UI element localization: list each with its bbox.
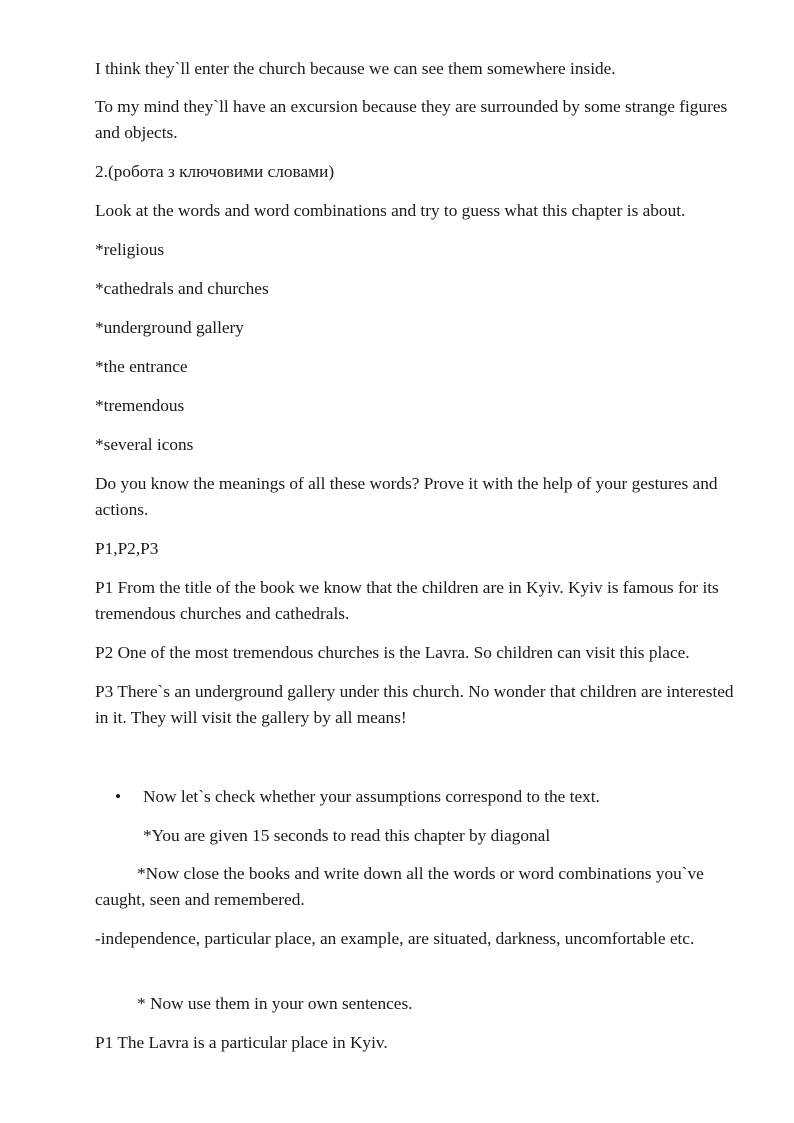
keyword-entrance: *the entrance: [95, 357, 188, 376]
paragraph-use-in-sentences: * Now use them in your own sentences.: [137, 994, 413, 1013]
keyword-religious: *religious: [95, 240, 165, 259]
bullet-text-check-assumptions: Now let`s check whether your assumptions correspond to the text.: [143, 787, 600, 806]
paragraph-p1-kyiv: P1 From the title of the book we know that the children are in Kyiv. Kyiv is famous for its tremendous churches and cathedrals.: [95, 578, 719, 623]
paragraph-lavra-example: P1 The Lavra is a particular place in Kyiv.: [95, 1033, 388, 1052]
keyword-several-icons: *several icons: [95, 435, 194, 454]
paragraph-read-diagonal: *You are given 15 seconds to read this chapter by diagonal: [143, 826, 551, 845]
paragraph-p2-lavra: P2 One of the most tremendous churches is the Lavra. So children can visit this place.: [95, 643, 690, 662]
paragraph-assumption-excursion: To my mind they`ll have an excursion because they are surrounded by some strange figures and objects.: [95, 97, 728, 142]
paragraph-word-list: -independence, particular place, an example, are situated, darkness, uncomfortable etc.: [95, 929, 695, 948]
paragraph-meanings-question: Do you know the meanings of all these words? Prove it with the help of your gestures and actions.: [95, 474, 718, 519]
keyword-cathedrals-churches: *cathedrals and churches: [95, 279, 269, 298]
paragraph-p3-gallery: P3 There`s an underground gallery under this church. No wonder that children are interested in it. They will visit the gallery by all means!: [95, 682, 734, 727]
keyword-tremendous: *tremendous: [95, 396, 185, 415]
paragraph-instruction-guess: Look at the words and word combinations and try to guess what this chapter is about.: [95, 201, 686, 220]
paragraph-p-labels: P1,P2,P3: [95, 539, 159, 558]
section-heading-keywords: 2.(робота з ключовими словами): [95, 162, 335, 181]
bullet-icon: •: [115, 787, 122, 806]
keyword-underground-gallery: *underground gallery: [95, 318, 244, 337]
paragraph-assumption-church: I think they`ll enter the church because we can see them somewhere inside.: [95, 59, 616, 78]
paragraph-write-down-words: *Now close the books and write down all the words or word combinations you`ve caught, seen and remembered.: [95, 864, 704, 909]
